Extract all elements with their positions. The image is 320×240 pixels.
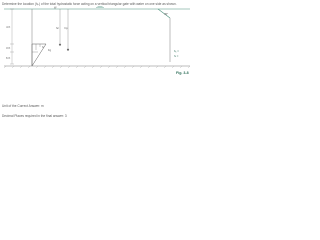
left-dimension-lines — [10, 9, 14, 64]
hydrostatic-gate-figure — [0, 6, 200, 102]
dimension-label-low: 6 ft — [6, 56, 11, 60]
width-label: W — [54, 6, 57, 10]
gate-label-fg: Fg — [48, 49, 52, 52]
depth-label-hc: hc — [56, 26, 59, 30]
depth-label-hp: hp — [64, 26, 68, 30]
triangular-gate — [32, 44, 46, 66]
gate-label-ft: ft — [42, 46, 44, 49]
angle-label: 45° — [164, 12, 169, 16]
right-label-b1: b₁ = — [174, 49, 179, 53]
right-label-b2: hᵢ = — [174, 54, 179, 58]
gate-inner-lines — [32, 44, 40, 52]
question-text: Determine the location (hₚ) of the total hydrostatic force acting on a vertical triangular gate with water on one side as shown. — [2, 2, 177, 6]
depth-markers — [59, 9, 69, 51]
dimension-label-mid: 3 ft — [6, 46, 11, 50]
answer-unit-text: Unit of the Correct Answer: m — [2, 104, 44, 108]
decimal-places-text: Decimal Places required in the final answer: 3 — [2, 114, 67, 118]
figure-caption: Fig. 3-8 — [176, 71, 189, 75]
water-surface-marker — [96, 7, 104, 8]
dimension-label-top: 4 ft — [6, 25, 11, 29]
